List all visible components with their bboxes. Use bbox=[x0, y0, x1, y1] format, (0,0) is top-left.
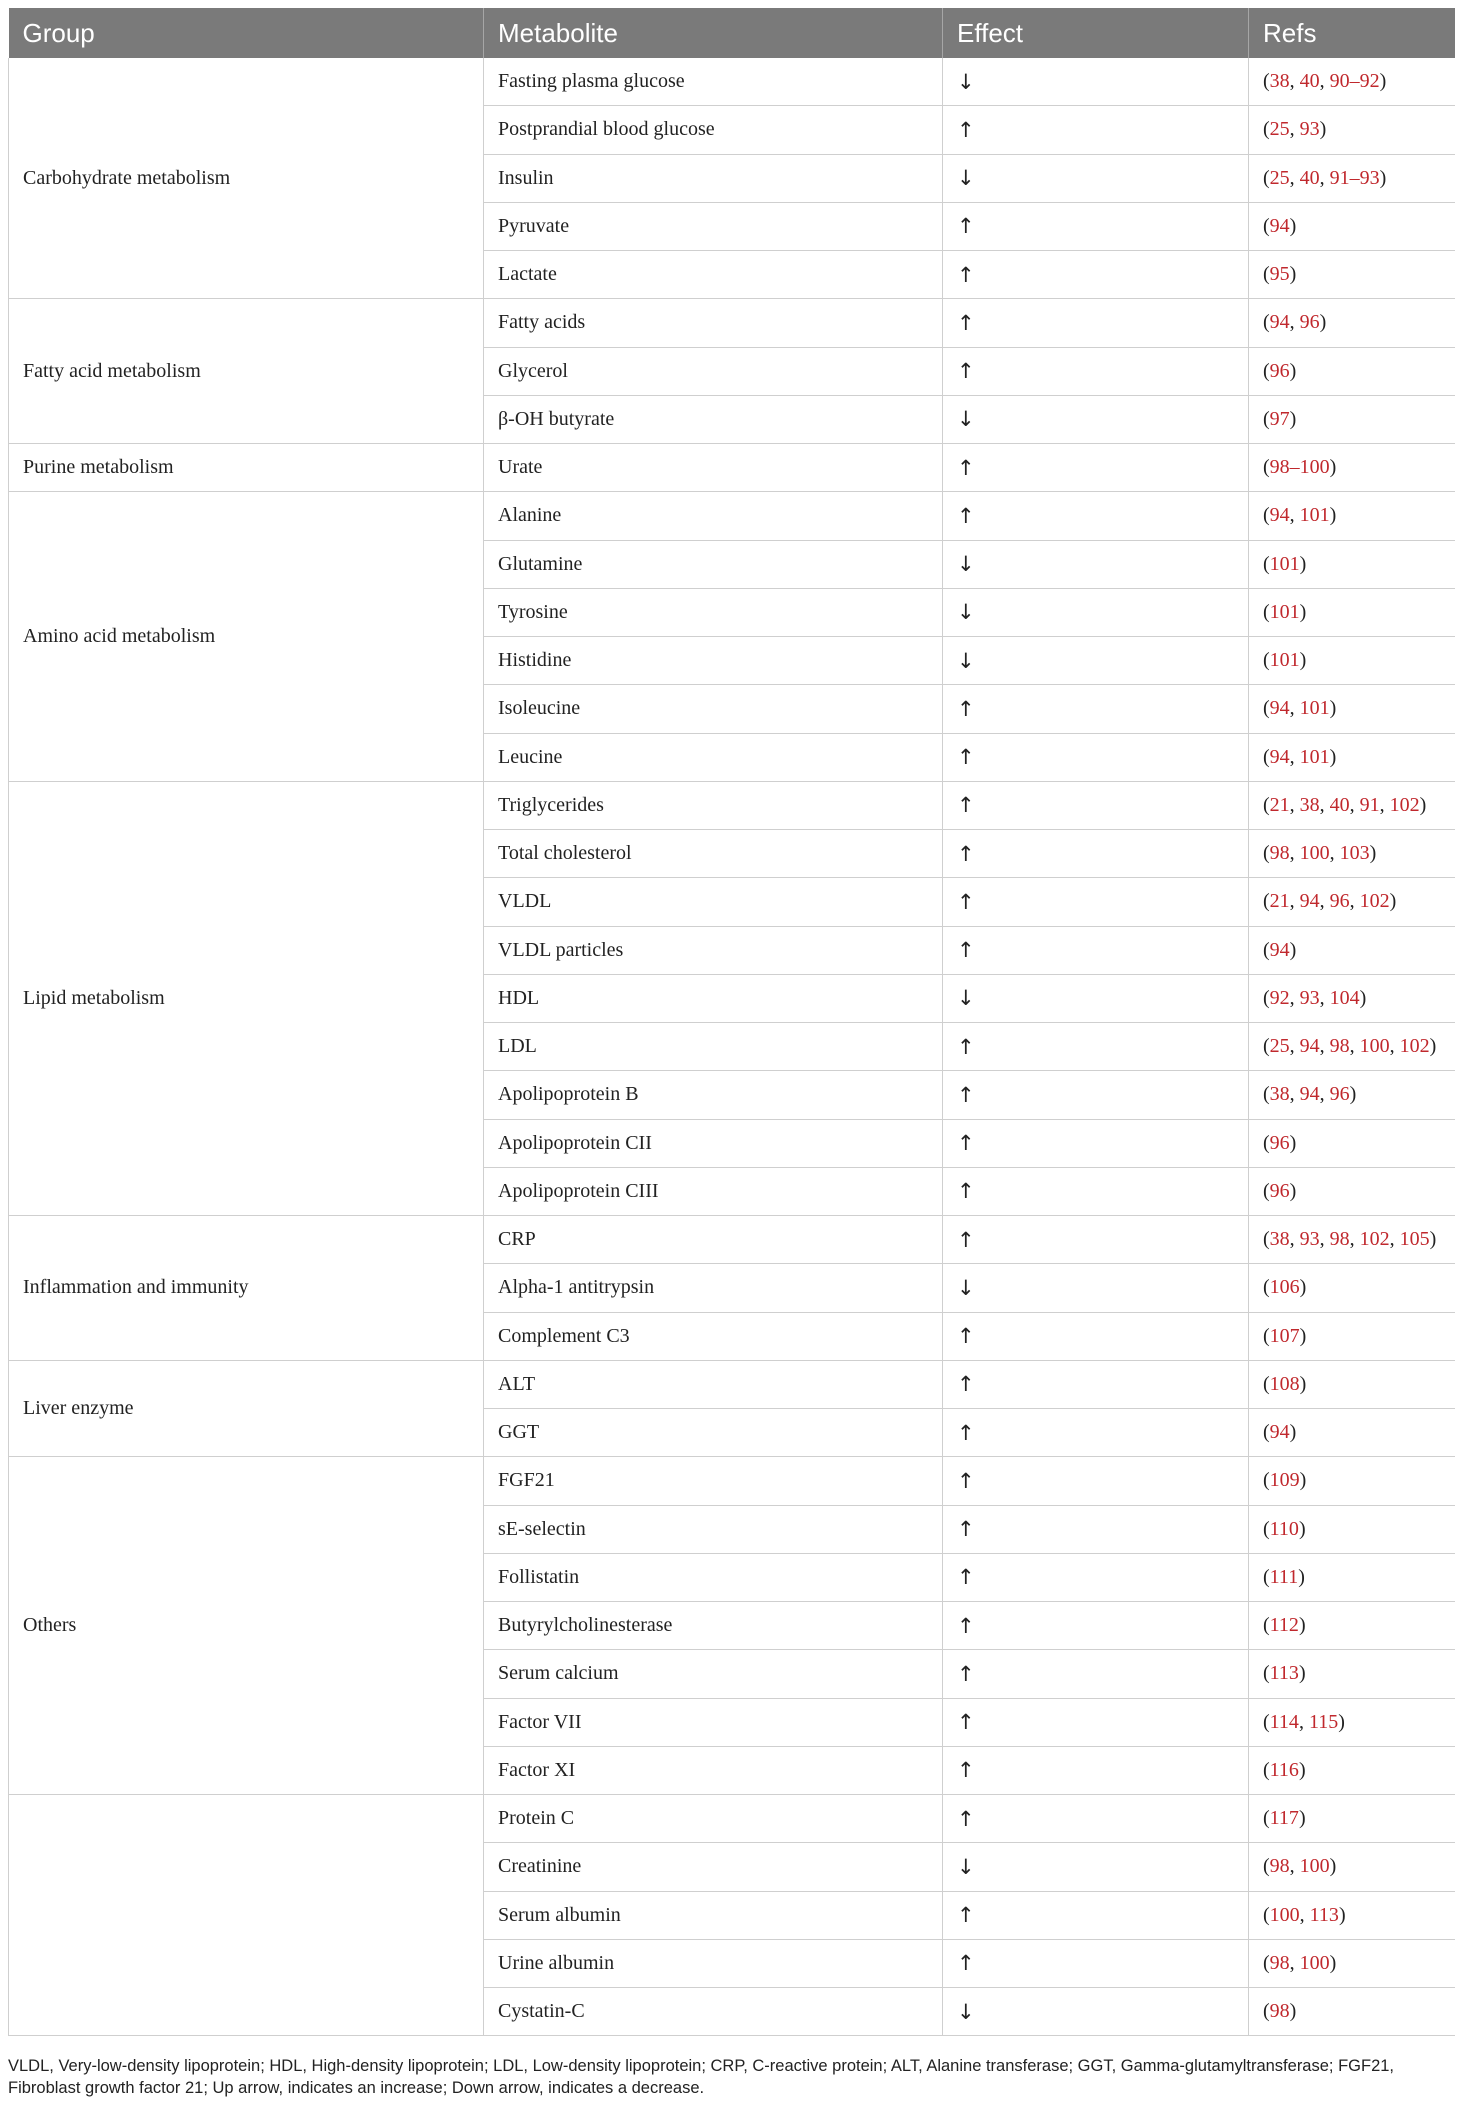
refs-cell: (97) bbox=[1249, 395, 1455, 443]
effect-cell: ↑ bbox=[943, 1553, 1249, 1601]
reference-link[interactable]: 111 bbox=[1269, 1565, 1299, 1588]
table-row bbox=[9, 444, 1455, 492]
refs-cell: (96) bbox=[1249, 1119, 1455, 1167]
reference-link[interactable]: 94 bbox=[1269, 1421, 1290, 1444]
refs-cell: (38, 93, 98, 102, 105) bbox=[1249, 1216, 1455, 1264]
reference-link[interactable]: 96 bbox=[1269, 359, 1290, 382]
reference-link[interactable]: 102 bbox=[1359, 1228, 1390, 1251]
reference-link[interactable]: 94 bbox=[1269, 504, 1290, 527]
refs-cell: (100, 113) bbox=[1249, 1891, 1455, 1939]
metabolite-cell: Insulin bbox=[484, 154, 943, 202]
reference-link[interactable]: 38 bbox=[1269, 1083, 1290, 1106]
refs-cell: (25, 40, 91–93) bbox=[1249, 154, 1455, 202]
reference-link[interactable]: 106 bbox=[1269, 1276, 1300, 1299]
refs-cell: (98–100) bbox=[1249, 444, 1455, 492]
metabolite-cell: Protein C bbox=[484, 1795, 943, 1843]
metabolite-cell: Glutamine bbox=[484, 540, 943, 588]
refs-cell: (107) bbox=[1249, 1312, 1455, 1360]
metabolite-cell: VLDL bbox=[484, 878, 943, 926]
header-group: Group bbox=[9, 8, 484, 58]
reference-link[interactable]: 113 bbox=[1269, 1662, 1299, 1685]
refs-cell: (38, 94, 96) bbox=[1249, 1071, 1455, 1119]
metabolite-cell: Urine albumin bbox=[484, 1939, 943, 1987]
reference-link[interactable]: 91–93 bbox=[1329, 166, 1380, 189]
refs-cell: (94) bbox=[1249, 1409, 1455, 1457]
reference-link[interactable]: 105 bbox=[1399, 1228, 1430, 1251]
reference-link[interactable]: 38 bbox=[1299, 793, 1320, 816]
effect-cell: ↓ bbox=[943, 588, 1249, 636]
effect-cell: ↑ bbox=[943, 1167, 1249, 1215]
group-cell: Amino acid metabolism bbox=[9, 492, 484, 782]
effect-cell: ↓ bbox=[943, 974, 1249, 1022]
reference-link[interactable]: 100 bbox=[1299, 842, 1330, 865]
effect-cell: ↑ bbox=[943, 1360, 1249, 1408]
reference-link[interactable]: 98 bbox=[1269, 1951, 1290, 1974]
reference-link[interactable]: 94 bbox=[1269, 697, 1290, 720]
effect-cell: ↑ bbox=[943, 444, 1249, 492]
metabolite-cell: Serum calcium bbox=[484, 1650, 943, 1698]
refs-cell: (94, 101) bbox=[1249, 685, 1455, 733]
metabolite-cell: Total cholesterol bbox=[484, 830, 943, 878]
group-cell: Purine metabolism bbox=[9, 444, 484, 492]
reference-link[interactable]: 102 bbox=[1359, 890, 1390, 913]
group-cell: Liver enzyme bbox=[9, 1360, 484, 1457]
effect-cell: ↓ bbox=[943, 58, 1249, 106]
metabolite-cell: Factor XI bbox=[484, 1746, 943, 1794]
reference-link[interactable]: 98–100 bbox=[1269, 456, 1330, 479]
reference-link[interactable]: 92 bbox=[1269, 986, 1290, 1009]
reference-link[interactable]: 109 bbox=[1269, 1469, 1300, 1492]
effect-cell: ↑ bbox=[943, 347, 1249, 395]
refs-cell: (96) bbox=[1249, 1167, 1455, 1215]
reference-link[interactable]: 100 bbox=[1269, 1903, 1300, 1926]
effect-cell: ↑ bbox=[943, 733, 1249, 781]
effect-cell: ↑ bbox=[943, 878, 1249, 926]
refs-cell: (101) bbox=[1249, 540, 1455, 588]
reference-link[interactable]: 93 bbox=[1299, 118, 1320, 141]
reference-link[interactable]: 101 bbox=[1269, 600, 1300, 623]
reference-link[interactable]: 94 bbox=[1269, 214, 1290, 237]
table-row bbox=[9, 781, 1455, 829]
table-row bbox=[9, 58, 1455, 106]
effect-cell: ↓ bbox=[943, 1843, 1249, 1891]
reference-link[interactable]: 100 bbox=[1299, 1951, 1330, 1974]
effect-cell: ↑ bbox=[943, 1602, 1249, 1650]
metabolite-cell: Fatty acids bbox=[484, 299, 943, 347]
effect-cell: ↑ bbox=[943, 1698, 1249, 1746]
table-row bbox=[9, 1457, 1455, 1505]
metabolite-cell: Butyrylcholinesterase bbox=[484, 1602, 943, 1650]
reference-link[interactable]: 25 bbox=[1269, 118, 1290, 141]
metabolite-cell: Factor VII bbox=[484, 1698, 943, 1746]
reference-link[interactable]: 97 bbox=[1269, 407, 1290, 430]
metabolite-cell: Complement C3 bbox=[484, 1312, 943, 1360]
table-header bbox=[9, 8, 1455, 58]
table-row bbox=[9, 1216, 1455, 1264]
group-cell bbox=[9, 1795, 484, 2036]
group-cell: Carbohydrate metabolism bbox=[9, 58, 484, 299]
refs-cell: (98, 100, 103) bbox=[1249, 830, 1455, 878]
effect-cell: ↓ bbox=[943, 540, 1249, 588]
refs-cell: (101) bbox=[1249, 637, 1455, 685]
refs-cell: (96) bbox=[1249, 347, 1455, 395]
refs-cell: (25, 94, 98, 100, 102) bbox=[1249, 1023, 1455, 1071]
table-row bbox=[9, 1360, 1455, 1408]
reference-link[interactable]: 98 bbox=[1329, 1035, 1350, 1058]
effect-cell: ↑ bbox=[943, 926, 1249, 974]
refs-cell: (111) bbox=[1249, 1553, 1455, 1601]
reference-link[interactable]: 112 bbox=[1269, 1614, 1299, 1637]
effect-cell: ↑ bbox=[943, 1650, 1249, 1698]
effect-cell: ↑ bbox=[943, 492, 1249, 540]
metabolite-cell: Urate bbox=[484, 444, 943, 492]
refs-cell: (94, 96) bbox=[1249, 299, 1455, 347]
reference-link[interactable]: 101 bbox=[1299, 745, 1330, 768]
refs-cell: (95) bbox=[1249, 251, 1455, 299]
reference-link[interactable]: 107 bbox=[1269, 1324, 1300, 1347]
group-cell: Fatty acid metabolism bbox=[9, 299, 484, 444]
refs-cell: (94) bbox=[1249, 202, 1455, 250]
reference-link[interactable]: 94 bbox=[1269, 311, 1290, 334]
refs-cell: (109) bbox=[1249, 1457, 1455, 1505]
effect-cell: ↓ bbox=[943, 1988, 1249, 2036]
reference-link[interactable]: 108 bbox=[1269, 1372, 1300, 1395]
refs-cell: (94) bbox=[1249, 926, 1455, 974]
metabolite-cell: Postprandial blood glucose bbox=[484, 106, 943, 154]
effect-cell: ↓ bbox=[943, 1264, 1249, 1312]
refs-cell: (21, 94, 96, 102) bbox=[1249, 878, 1455, 926]
refs-cell: (98) bbox=[1249, 1988, 1455, 2036]
header-metabolite: Metabolite bbox=[484, 8, 943, 58]
reference-link[interactable]: 96 bbox=[1329, 1083, 1350, 1106]
effect-cell: ↑ bbox=[943, 1457, 1249, 1505]
metabolite-cell: Cystatin-C bbox=[484, 1988, 943, 2036]
reference-link[interactable]: 94 bbox=[1269, 745, 1290, 768]
refs-cell: (101) bbox=[1249, 588, 1455, 636]
reference-link[interactable]: 96 bbox=[1329, 890, 1350, 913]
reference-link[interactable]: 98 bbox=[1269, 1855, 1290, 1878]
refs-cell: (25, 93) bbox=[1249, 106, 1455, 154]
group-cell: Inflammation and immunity bbox=[9, 1216, 484, 1361]
table-row bbox=[9, 299, 1455, 347]
effect-cell: ↑ bbox=[943, 299, 1249, 347]
reference-link[interactable]: 102 bbox=[1399, 1035, 1430, 1058]
metabolite-cell: Isoleucine bbox=[484, 685, 943, 733]
effect-cell: ↑ bbox=[943, 1409, 1249, 1457]
table-footnote: VLDL, Very-low-density lipoprotein; HDL, High-density lipoprotein; LDL, Low-density lipoprotein; CRP, C-reactive protein; ALT, Alanine transferase; GGT, Gamma-glutamyltransferase; FGF21, Fibroblast growth factor 21; Up arrow, indicates an increase; Down arrow, indicates a decrease. bbox=[8, 2057, 1395, 2097]
effect-cell: ↑ bbox=[943, 202, 1249, 250]
effect-cell: ↑ bbox=[943, 251, 1249, 299]
refs-cell: (94, 101) bbox=[1249, 733, 1455, 781]
metabolite-cell: Apolipoprotein CII bbox=[484, 1119, 943, 1167]
effect-cell: ↑ bbox=[943, 106, 1249, 154]
reference-link[interactable]: 40 bbox=[1329, 793, 1350, 816]
metabolite-cell: Triglycerides bbox=[484, 781, 943, 829]
reference-link[interactable]: 25 bbox=[1269, 1035, 1290, 1058]
effect-cell: ↑ bbox=[943, 1071, 1249, 1119]
reference-link[interactable]: 113 bbox=[1309, 1903, 1339, 1926]
refs-cell: (106) bbox=[1249, 1264, 1455, 1312]
effect-cell: ↑ bbox=[943, 1939, 1249, 1987]
metabolite-cell: sE-selectin bbox=[484, 1505, 943, 1553]
effect-cell: ↑ bbox=[943, 1795, 1249, 1843]
table-row bbox=[9, 492, 1455, 540]
refs-cell: (113) bbox=[1249, 1650, 1455, 1698]
refs-cell: (21, 38, 40, 91, 102) bbox=[1249, 781, 1455, 829]
effect-cell: ↓ bbox=[943, 154, 1249, 202]
reference-link[interactable]: 110 bbox=[1269, 1517, 1299, 1540]
metabolite-cell: GGT bbox=[484, 1409, 943, 1457]
metabolite-cell: Alanine bbox=[484, 492, 943, 540]
effect-cell: ↓ bbox=[943, 395, 1249, 443]
metabolite-cell: Apolipoprotein B bbox=[484, 1071, 943, 1119]
reference-link[interactable]: 21 bbox=[1269, 793, 1290, 816]
metabolite-cell: Pyruvate bbox=[484, 202, 943, 250]
metabolite-cell: Follistatin bbox=[484, 1553, 943, 1601]
reference-link[interactable]: 21 bbox=[1269, 890, 1290, 913]
reference-link[interactable]: 38 bbox=[1269, 70, 1290, 93]
reference-link[interactable]: 101 bbox=[1269, 552, 1300, 575]
refs-cell: (98, 100) bbox=[1249, 1843, 1455, 1891]
reference-link[interactable]: 90–92 bbox=[1329, 70, 1380, 93]
reference-link[interactable]: 98 bbox=[1329, 1228, 1350, 1251]
metabolite-cell: VLDL particles bbox=[484, 926, 943, 974]
reference-link[interactable]: 94 bbox=[1269, 938, 1290, 961]
reference-link[interactable]: 25 bbox=[1269, 166, 1290, 189]
effect-cell: ↑ bbox=[943, 781, 1249, 829]
metabolite-cell: CRP bbox=[484, 1216, 943, 1264]
reference-link[interactable]: 40 bbox=[1299, 166, 1320, 189]
effect-cell: ↑ bbox=[943, 1023, 1249, 1071]
header-refs: Refs bbox=[1249, 8, 1455, 58]
refs-cell: (38, 40, 90–92) bbox=[1249, 58, 1455, 106]
reference-link[interactable]: 94 bbox=[1299, 890, 1320, 913]
metabolite-cell: Serum albumin bbox=[484, 1891, 943, 1939]
refs-cell: (94, 101) bbox=[1249, 492, 1455, 540]
metabolite-cell: FGF21 bbox=[484, 1457, 943, 1505]
refs-cell: (108) bbox=[1249, 1360, 1455, 1408]
group-cell: Lipid metabolism bbox=[9, 781, 484, 1215]
effect-cell: ↓ bbox=[943, 637, 1249, 685]
metabolite-table-container bbox=[8, 8, 1454, 2036]
reference-link[interactable]: 98 bbox=[1269, 842, 1290, 865]
reference-link[interactable]: 94 bbox=[1299, 1035, 1320, 1058]
refs-cell: (116) bbox=[1249, 1746, 1455, 1794]
reference-link[interactable]: 116 bbox=[1269, 1758, 1299, 1781]
metabolite-cell: ALT bbox=[484, 1360, 943, 1408]
metabolite-cell: Glycerol bbox=[484, 347, 943, 395]
table-row bbox=[9, 1795, 1455, 1843]
reference-link[interactable]: 91 bbox=[1359, 793, 1380, 816]
refs-cell: (110) bbox=[1249, 1505, 1455, 1553]
metabolite-cell: HDL bbox=[484, 974, 943, 1022]
reference-link[interactable]: 101 bbox=[1269, 649, 1300, 672]
reference-link[interactable]: 114 bbox=[1269, 1710, 1299, 1733]
reference-link[interactable]: 96 bbox=[1269, 1131, 1290, 1154]
metabolite-cell: Apolipoprotein CIII bbox=[484, 1167, 943, 1215]
table-body bbox=[9, 58, 1455, 2036]
metabolite-cell: Creatinine bbox=[484, 1843, 943, 1891]
reference-link[interactable]: 115 bbox=[1308, 1710, 1339, 1733]
metabolite-table bbox=[8, 8, 1455, 2036]
header-effect: Effect bbox=[943, 8, 1249, 58]
reference-link[interactable]: 93 bbox=[1299, 986, 1320, 1009]
reference-link[interactable]: 93 bbox=[1299, 1228, 1320, 1251]
effect-cell: ↑ bbox=[943, 1746, 1249, 1794]
refs-cell: (92, 93, 104) bbox=[1249, 974, 1455, 1022]
effect-cell: ↑ bbox=[943, 1312, 1249, 1360]
metabolite-cell: LDL bbox=[484, 1023, 943, 1071]
group-cell: Others bbox=[9, 1457, 484, 1795]
reference-link[interactable]: 101 bbox=[1299, 504, 1330, 527]
effect-cell: ↑ bbox=[943, 1891, 1249, 1939]
reference-link[interactable]: 38 bbox=[1269, 1228, 1290, 1251]
refs-cell: (112) bbox=[1249, 1602, 1455, 1650]
reference-link[interactable]: 98 bbox=[1269, 2000, 1290, 2023]
reference-link[interactable]: 100 bbox=[1359, 1035, 1390, 1058]
reference-link[interactable]: 104 bbox=[1329, 986, 1360, 1009]
metabolite-cell: Alpha-1 antitrypsin bbox=[484, 1264, 943, 1312]
reference-link[interactable]: 40 bbox=[1299, 70, 1320, 93]
metabolite-cell: Fasting plasma glucose bbox=[484, 58, 943, 106]
reference-link[interactable]: 117 bbox=[1269, 1807, 1299, 1830]
reference-link[interactable]: 95 bbox=[1269, 263, 1290, 286]
reference-link[interactable]: 94 bbox=[1299, 1083, 1320, 1106]
effect-cell: ↑ bbox=[943, 830, 1249, 878]
refs-cell: (98, 100) bbox=[1249, 1939, 1455, 1987]
effect-cell: ↑ bbox=[943, 1216, 1249, 1264]
refs-cell: (117) bbox=[1249, 1795, 1455, 1843]
reference-link[interactable]: 96 bbox=[1269, 1179, 1290, 1202]
refs-cell: (114, 115) bbox=[1249, 1698, 1455, 1746]
effect-cell: ↑ bbox=[943, 1119, 1249, 1167]
effect-cell: ↑ bbox=[943, 685, 1249, 733]
reference-link[interactable]: 96 bbox=[1299, 311, 1320, 334]
reference-link[interactable]: 103 bbox=[1339, 842, 1370, 865]
metabolite-cell: β-OH butyrate bbox=[484, 395, 943, 443]
reference-link[interactable]: 100 bbox=[1299, 1855, 1330, 1878]
reference-link[interactable]: 102 bbox=[1389, 793, 1420, 816]
metabolite-cell: Histidine bbox=[484, 637, 943, 685]
metabolite-cell: Lactate bbox=[484, 251, 943, 299]
metabolite-cell: Leucine bbox=[484, 733, 943, 781]
metabolite-cell: Tyrosine bbox=[484, 588, 943, 636]
reference-link[interactable]: 101 bbox=[1299, 697, 1330, 720]
effect-cell: ↑ bbox=[943, 1505, 1249, 1553]
